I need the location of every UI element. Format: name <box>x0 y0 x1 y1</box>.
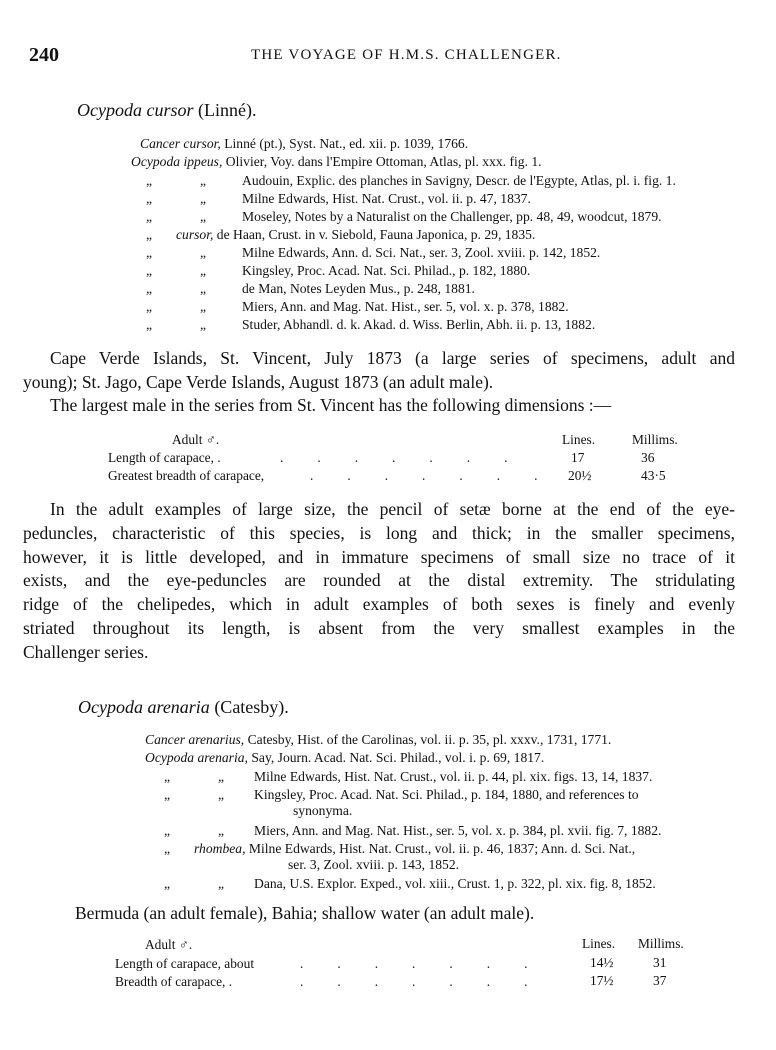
text-line: Cape Verde Islands, St. Vincent, July 1873 (a large series of specimens, adult and <box>50 348 735 368</box>
ditto-mark: „ <box>200 245 207 260</box>
synonym-reference: Kingsley, Proc. Acad. Nat. Sci. Philad., p. 182, 1880. <box>242 263 531 278</box>
column-header: Lines. <box>562 432 596 447</box>
leader-dots: ....... <box>300 956 562 971</box>
species-name: Ocypoda arenaria <box>78 697 210 717</box>
synonym-reference: Linné (pt.), Syst. Nat., ed. xii. p. 1039, 1766. <box>224 136 469 151</box>
ditto-mark: „ <box>200 173 207 188</box>
synonym-reference: Milne Edwards, Ann. d. Sci. Nat., ser. 3, Zool. xviii. p. 142, 1852. <box>242 245 601 260</box>
synonym-taxon: rhombea, <box>194 841 246 856</box>
ditto-mark: „ <box>218 787 225 802</box>
table-heading: Adult ♂. <box>172 432 220 447</box>
column-header: Lines. <box>582 936 616 951</box>
synonym-entry <box>145 750 544 766</box>
dimensions-intro: The largest male in the series from St. Vincent has the following dimensions :— <box>50 395 612 415</box>
synonym-entry <box>146 245 600 261</box>
text-line: exists, and the eye-peduncles are rounded at the distal extremity. The stridulating <box>23 570 735 591</box>
synonym-reference: Miers, Ann. and Mag. Nat. Hist., ser. 5, vol. x. p. 384, pl. xvii. fig. 7, 1882. <box>254 823 662 838</box>
cell-mm: 36 <box>641 450 655 465</box>
synonym-entry <box>146 263 530 279</box>
ditto-mark: „ <box>200 317 207 332</box>
table-heading: Adult ♂. <box>145 937 193 952</box>
ditto-mark: „ <box>164 876 171 891</box>
locality-paragraph-cursor <box>23 347 735 395</box>
synonym-reference: Milne Edwards, Hist. Nat. Crust., vol. ii. p. 47, 1837. <box>242 191 531 206</box>
synonym-taxon: Cancer cursor, <box>140 136 221 151</box>
text-line: Challenger series. <box>23 641 149 662</box>
text-line: striated throughout its length, is absent from the very smallest examples in the <box>23 617 735 638</box>
cell-lines: 20½ <box>568 468 592 483</box>
text-line: In the adult examples of large size, the pencil of setæ borne at the end of the eye- <box>50 499 735 519</box>
ditto-mark: „ <box>200 263 207 278</box>
cell-mm: 37 <box>653 973 667 988</box>
leader-dots: ....... <box>280 450 542 465</box>
synonym-entry <box>164 823 661 839</box>
page-number: 240 <box>29 44 59 66</box>
text-line: young); St. Jago, Cape Verde Islands, August 1873 (an adult male). <box>23 371 494 392</box>
synonym-reference: Dana, U.S. Explor. Exped., vol. xiii., Crust. 1, p. 322, pl. xix. fig. 8, 1852. <box>254 876 656 891</box>
synonym-reference: Olivier, Voy. dans l'Empire Ottoman, Atlas, pl. xxx. fig. 1. <box>225 154 542 169</box>
synonym-taxon: Cancer arenarius, <box>145 732 245 747</box>
synonym-reference: de Haan, Crust. in v. Siebold, Fauna Japonica, p. 29, 1835. <box>216 227 536 242</box>
ditto-mark: „ <box>146 191 153 206</box>
column-header: Millims. <box>638 936 684 951</box>
ditto-mark: „ <box>200 191 207 206</box>
cell-lines: 17 <box>571 450 585 465</box>
synonym-entry <box>140 136 468 152</box>
synonym-entry <box>164 769 652 785</box>
ditto-mark: „ <box>146 317 153 332</box>
ditto-mark: „ <box>146 209 153 224</box>
ditto-mark: „ <box>146 227 153 242</box>
synonym-reference: Milne Edwards, Hist. Nat. Crust., vol. ii. p. 44, pl. xix. figs. 13, 14, 1837. <box>254 769 653 784</box>
synonym-continuation: ser. 3, Zool. xviii. p. 143, 1852. <box>288 857 460 872</box>
synonym-continuation: synonyma. <box>293 803 353 818</box>
ditto-mark: „ <box>164 841 171 856</box>
synonym-reference: Kingsley, Proc. Acad. Nat. Sci. Philad., p. 184, 1880, and references to <box>254 787 639 802</box>
synonym-entry <box>146 191 531 207</box>
synonym-entry <box>164 787 639 803</box>
cell-mm: 43·5 <box>641 468 666 483</box>
ditto-mark: „ <box>218 876 225 891</box>
ditto-mark: „ <box>146 173 153 188</box>
leader-dots: ....... <box>300 974 562 989</box>
synonym-entry <box>146 173 676 189</box>
synonym-entry <box>146 281 475 297</box>
synonym-entry <box>146 317 595 333</box>
synonym-reference: Milne Edwards, Hist. Nat. Crust., vol. ii. p. 46, 1837; Ann. d. Sci. Nat., <box>248 841 636 856</box>
row-label: Length of carapace, about <box>115 956 255 971</box>
synonym-entry <box>164 876 656 892</box>
discussion-paragraph <box>23 498 735 665</box>
text-line: however, it is little developed, and in immature specimens of small size no trace of it <box>23 546 735 567</box>
synonym-entry <box>146 227 535 243</box>
synonym-reference: Miers, Ann. and Mag. Nat. Hist., ser. 5, vol. x. p. 378, 1882. <box>242 299 569 314</box>
ditto-mark: „ <box>164 823 171 838</box>
synonym-reference: de Man, Notes Leyden Mus., p. 248, 1881. <box>242 281 475 296</box>
ditto-mark: „ <box>146 263 153 278</box>
ditto-mark: „ <box>164 787 171 802</box>
ditto-mark: „ <box>218 823 225 838</box>
synonym-reference: Audouin, Explic. des planches in Savigny, Descr. de l'Egypte, Atlas, pl. i. fig. 1. <box>242 173 676 188</box>
ditto-mark: „ <box>218 769 225 784</box>
ditto-mark: „ <box>164 769 171 784</box>
text-line: ridge of the chelipedes, which in adult examples of both sexes is finely and evenly <box>23 594 735 615</box>
cell-mm: 31 <box>653 955 667 970</box>
text-line: peduncles, characteristic of this species, is long and thick; in the smaller specimens, <box>23 522 735 543</box>
synonym-reference: Say, Journ. Acad. Nat. Sci. Philad., vol. i. p. 69, 1817. <box>251 750 545 765</box>
ditto-mark: „ <box>146 299 153 314</box>
synonym-reference: Moseley, Notes by a Naturalist on the Challenger, pp. 48, 49, woodcut, 1879. <box>242 209 662 224</box>
cell-lines: 17½ <box>590 973 614 988</box>
species-name: Ocypoda cursor <box>77 100 194 120</box>
synonym-entry <box>164 841 635 857</box>
ditto-mark: „ <box>146 245 153 260</box>
species-authority: (Linné). <box>197 100 257 120</box>
row-label: Length of carapace, . <box>108 450 221 465</box>
locality-arenaria: Bermuda (an adult female), Bahia; shallow water (an adult male). <box>75 903 535 923</box>
synonym-entry <box>146 209 662 225</box>
species-heading-cursor <box>77 100 256 121</box>
synonym-taxon: Ocypoda ippeus, <box>131 154 223 169</box>
synonym-taxon: cursor, <box>176 227 214 242</box>
ditto-mark: „ <box>146 281 153 296</box>
synonym-reference: Studer, Abhandl. d. k. Akad. d. Wiss. Berlin, Abh. ii. p. 13, 1882. <box>242 317 596 332</box>
synonym-entry <box>146 299 569 315</box>
ditto-mark: „ <box>200 209 207 224</box>
species-authority: (Catesby). <box>214 697 289 717</box>
species-heading-arenaria <box>78 697 289 718</box>
ditto-mark: „ <box>200 281 207 296</box>
cell-lines: 14½ <box>590 955 614 970</box>
running-title: THE VOYAGE OF H.M.S. CHALLENGER. <box>251 47 562 63</box>
row-label: Greatest breadth of carapace, <box>108 468 265 483</box>
ditto-mark: „ <box>200 299 207 314</box>
synonym-taxon: Ocypoda arenaria, <box>145 750 248 765</box>
leader-dots: ....... <box>310 468 572 483</box>
column-header: Millims. <box>632 432 678 447</box>
synonym-entry <box>131 154 542 170</box>
synonym-reference: Catesby, Hist. of the Carolinas, vol. ii. p. 35, pl. xxxv., 1731, 1771. <box>247 732 612 747</box>
synonym-entry <box>145 732 611 748</box>
row-label: Breadth of carapace, . <box>115 974 233 989</box>
